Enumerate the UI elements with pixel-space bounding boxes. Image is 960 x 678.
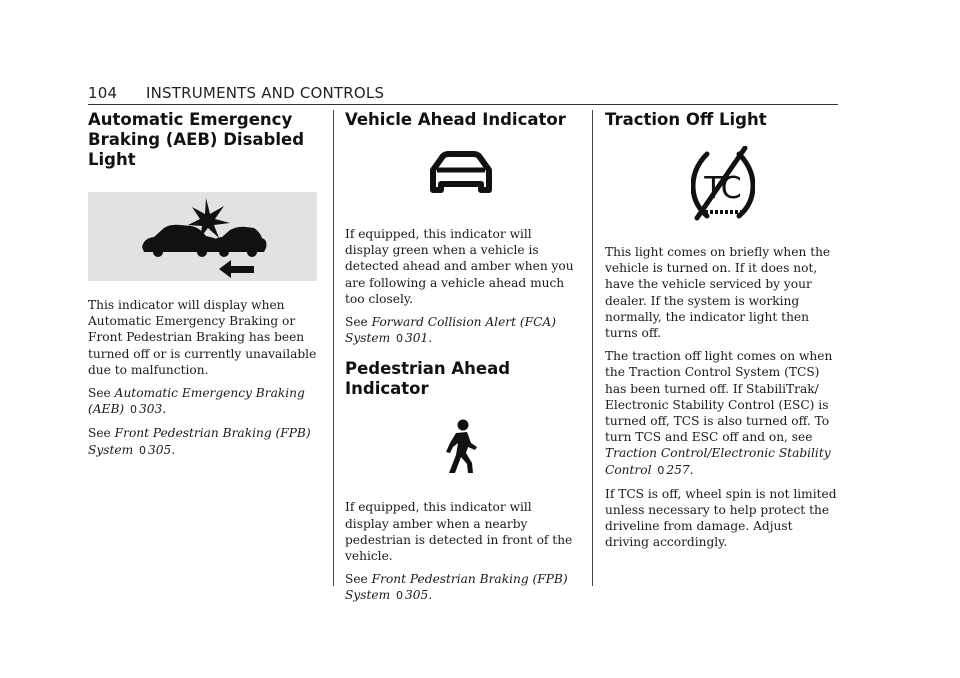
ref-prefix: See xyxy=(345,315,372,330)
pedestrian-body: If equipped, this indicator will display amber when a nearby pedestrian is detected in front of the vehicle. xyxy=(345,500,573,564)
ref-link[interactable]: Forward Collision Alert (FCA) System xyxy=(345,315,556,346)
vehicle-ahead-icon xyxy=(345,150,577,196)
page-number: 104 xyxy=(88,84,118,102)
traction-body-3: If TCS is off, wheel spin is not limited unless necessary to help protect the driveline from damage. Adjust driving accordingly. xyxy=(605,486,837,550)
page-ref-icon: 0 xyxy=(657,463,665,477)
page-header xyxy=(88,84,838,105)
section-title: INSTRUMENTS AND CONTROLS xyxy=(146,84,385,102)
ref-page[interactable]: 257. xyxy=(666,462,694,477)
ref-page[interactable]: 301. xyxy=(405,331,433,346)
ref-prefix: See xyxy=(88,386,115,401)
traction-icon-text: TC xyxy=(703,171,742,206)
vehicle-ahead-reference xyxy=(345,314,577,347)
ref-prefix: See xyxy=(88,426,115,441)
aeb-body: This indicator will display when Automatic Emergency Braking or Front Pedestrian Braking has been turned off or is currently unavailable due to malfunction. xyxy=(88,298,317,377)
column-aeb xyxy=(88,110,318,466)
column-divider xyxy=(333,110,334,586)
pedestrian-icon xyxy=(345,419,577,475)
heading-vehicle-ahead: Vehicle Ahead Indicator xyxy=(345,110,566,129)
ref-link[interactable]: Front Pedestrian Braking (FPB) System xyxy=(345,572,568,603)
heading-aeb-disabled: Automatic Emergency Braking (AEB) Disabled Light xyxy=(88,110,304,169)
pedestrian-reference xyxy=(345,571,577,604)
heading-pedestrian-ahead: Pedestrian Ahead Indicator xyxy=(345,359,511,399)
page-ref-icon: 0 xyxy=(139,443,147,457)
ref-link[interactable]: Automatic Emergency Braking (AEB) xyxy=(88,386,305,417)
ref-link[interactable]: Front Pedestrian Braking (FPB) System xyxy=(88,426,311,457)
column-traction-off xyxy=(605,110,840,558)
page-ref-icon: 0 xyxy=(130,403,138,417)
aeb-disabled-icon xyxy=(88,192,317,281)
traction-body-2 xyxy=(605,348,840,479)
aeb-reference-1 xyxy=(88,385,318,418)
ref-link[interactable]: Traction Control/Electronic Stability Control xyxy=(605,446,831,477)
aeb-reference-2 xyxy=(88,425,318,458)
ref-prefix: See xyxy=(345,572,372,587)
ref-page[interactable]: 305. xyxy=(148,442,176,457)
heading-traction-off: Traction Off Light xyxy=(605,110,767,129)
column-vehicle-ahead xyxy=(345,110,577,612)
traction-off-icon xyxy=(605,146,840,222)
ref-page[interactable]: 303. xyxy=(139,402,167,417)
ref-page[interactable]: 305. xyxy=(405,588,433,603)
column-divider xyxy=(592,110,593,586)
traction-body-1: This light comes on briefly when the vehicle is turned on. If it does not, have the vehicle serviced by your dealer. If the system is working normally, the indicator light then turns off. xyxy=(605,245,831,341)
page-ref-icon: 0 xyxy=(396,589,404,603)
page-ref-icon: 0 xyxy=(396,332,404,346)
vehicle-ahead-body: If equipped, this indicator will display green when a vehicle is detected ahead and amber when you are following a vehicle ahead much too closely. xyxy=(345,227,574,306)
traction-body-2-text: The traction off light comes on when the Traction Control System (TCS) has been turned off. If StabiliTrak/ Electronic Stability Control (ESC) is turned off, TCS is also turned off. To turn TCS and ESC off and on, see xyxy=(605,349,833,445)
